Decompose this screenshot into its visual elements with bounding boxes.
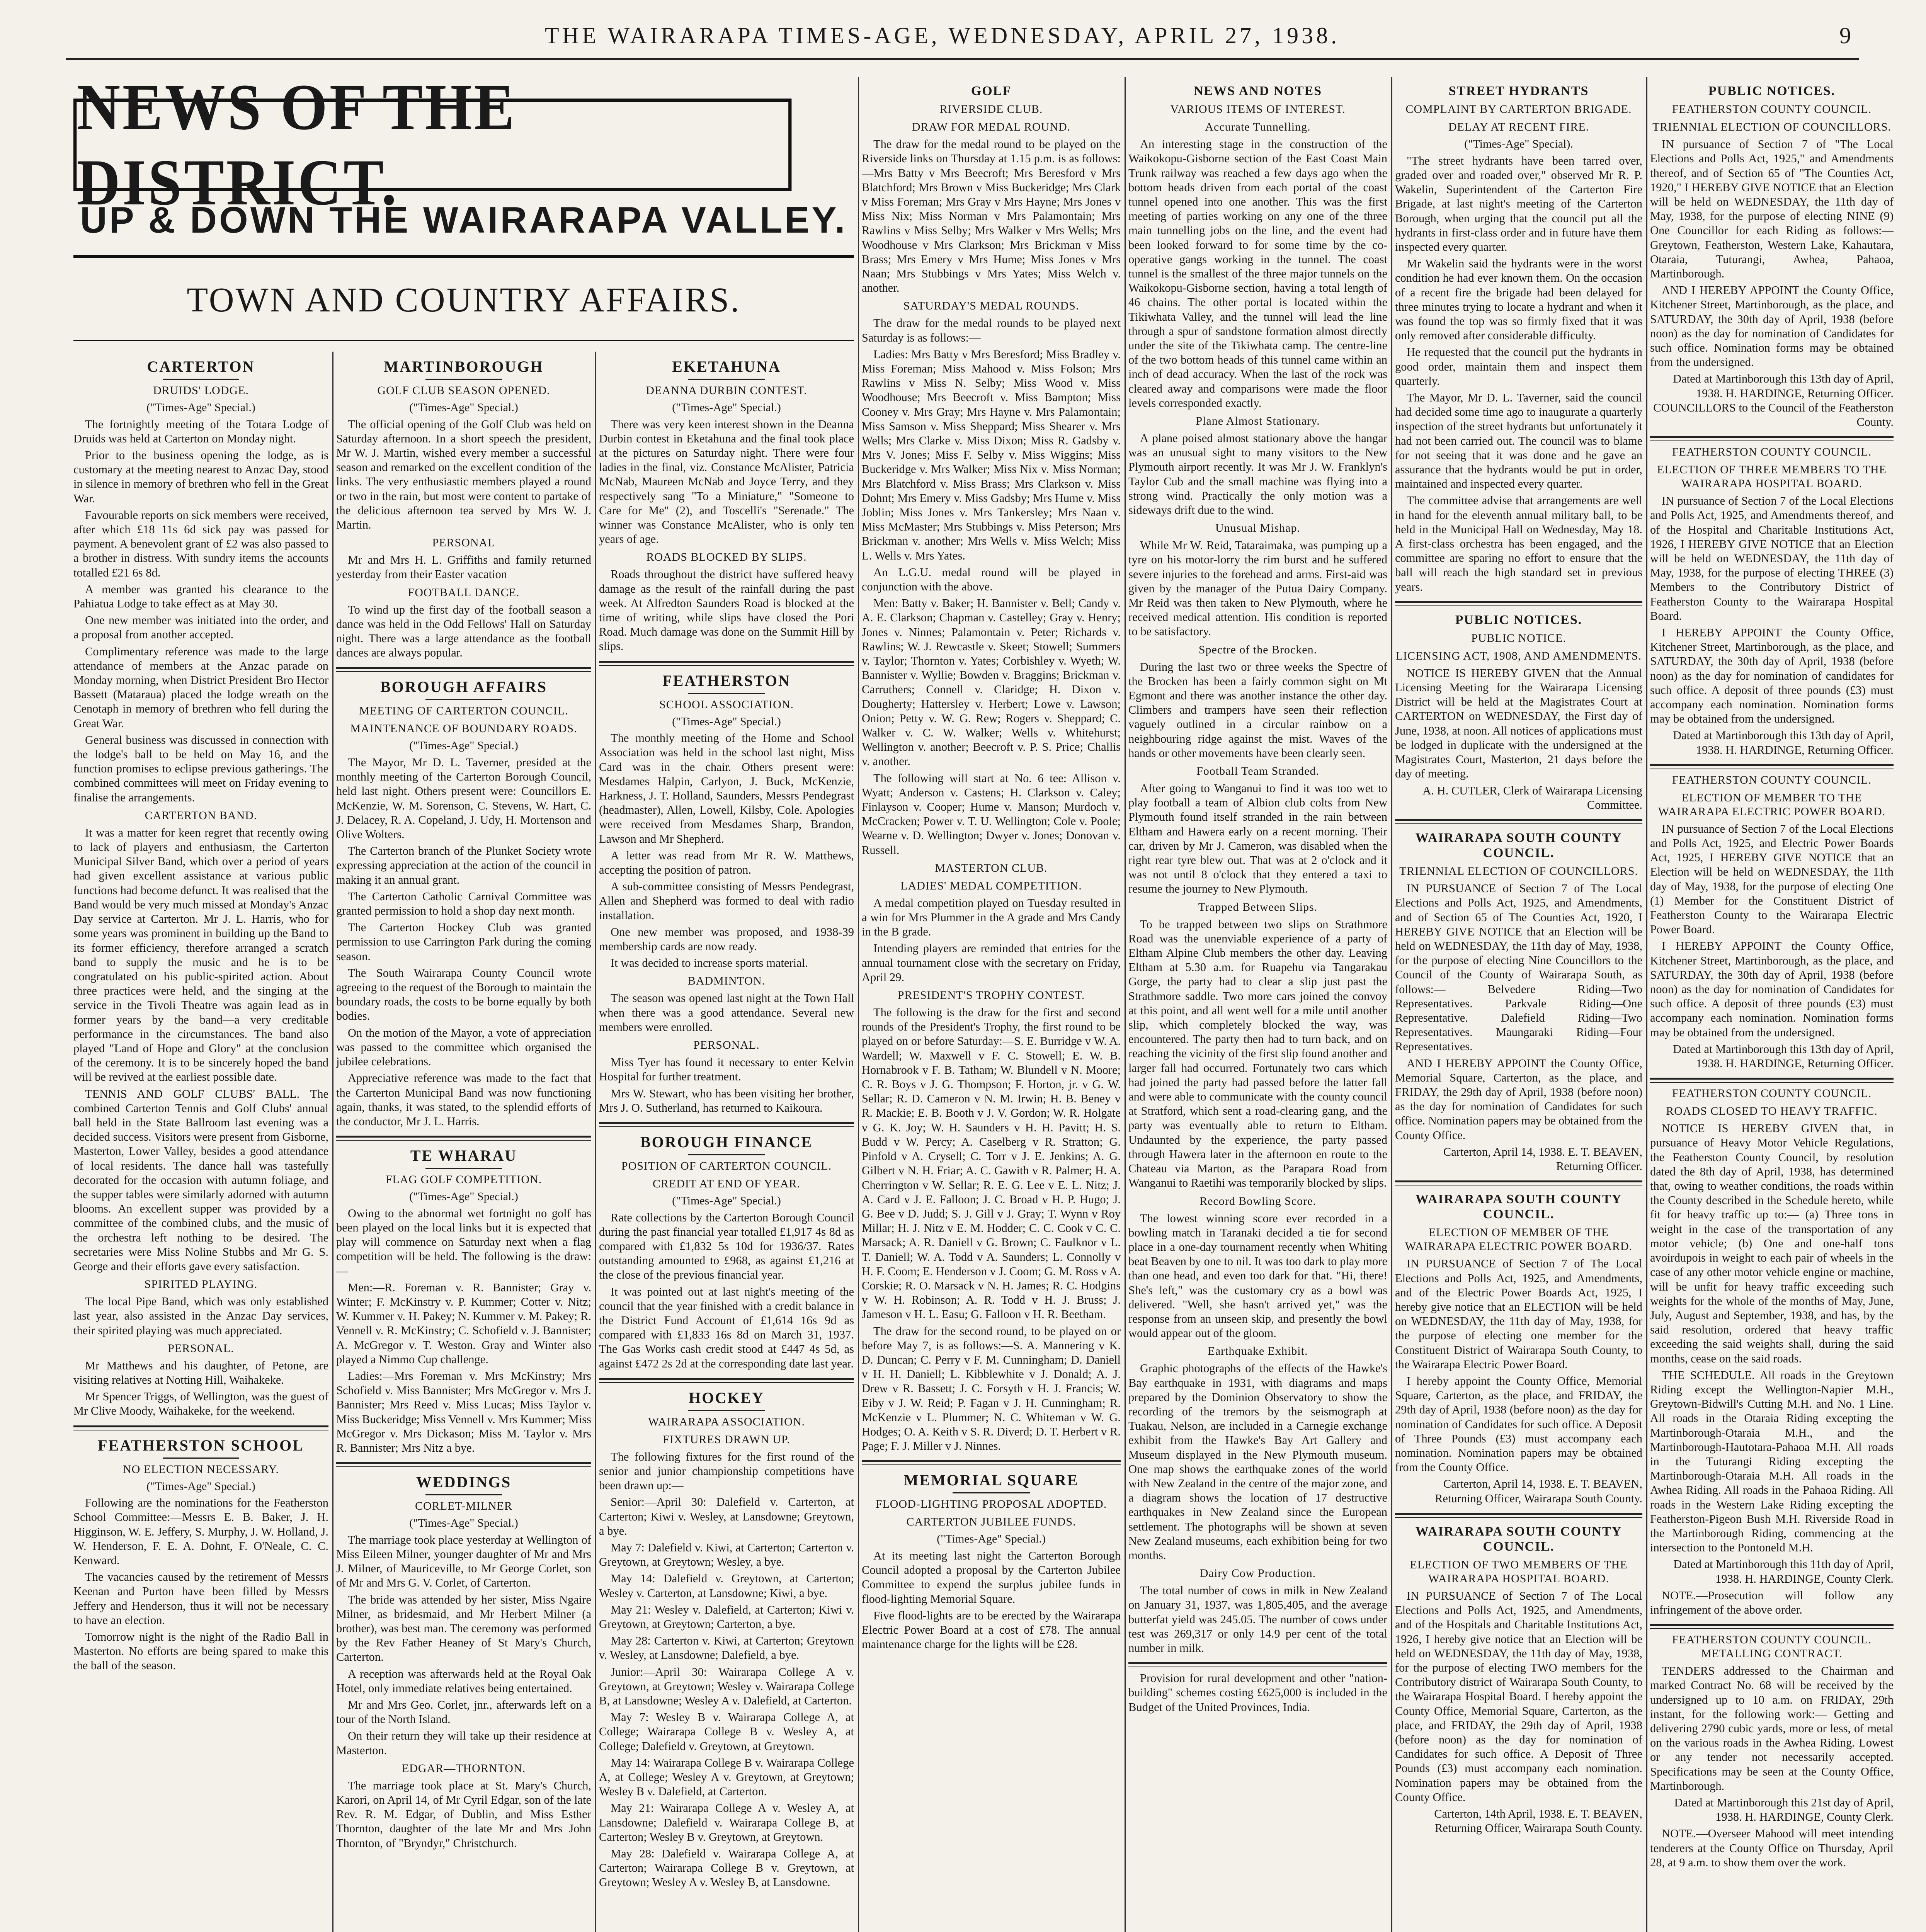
article-paragraph: THE SCHEDULE. All roads in the Greytown Riding except the Wellington-Napier M.H., Greytown-Bidwill's Cutting M.H. and No. 1 Line. All roads in the Otaraia Riding excepting the Martinborough-Otaraia M.H., and the Martinborough-Hautotara-Pahaoa M.H. All roads in the Tuturangi Riding excepting the Martinborough-Otaraia M.H. All roads in the Awhea Riding. All roads in the Pahaoa Riding. All roads in the Western Lake Riding excepting the Featherston-Pigeon Bush M.H. Riverside Road in the Martinborough Riding, commencing at the intersection to the Pontoneld M.H.: [1650, 1368, 1894, 1554]
article-subhead: GOLF CLUB SEASON OPENED.: [377, 384, 550, 397]
article-paragraph: He requested that the council put the hydrants in good order, maintain them and inspect them quarterly.: [1395, 345, 1642, 388]
article-subhead: ELECTION OF THREE MEMBERS TO THE WAIRARAPA HOSPITAL BOARD.: [1657, 463, 1887, 490]
byline: ("Times-Age" Special.): [409, 739, 518, 752]
article-paragraph: The marriage took place yesterday at Wellington of Miss Eileen Milner, younger daughter of Mr and Mrs J. Milner, of Mauriceville, to Mr George Corlet, son of Mr and Mrs G. V. Corlet, of Carterton.: [336, 1533, 591, 1590]
article-subhead: SPIRITED PLAYING.: [144, 1278, 258, 1291]
section-divider: [599, 1122, 854, 1127]
article-paragraph: A sub-committee consisting of Messrs Pendegrast, Allen and Shepherd was formed to deal with radio installation.: [599, 880, 854, 922]
article-paragraph: The lowest winning score ever recorded in a bowling match in Taranaki decided a tie for second place in a one-day tournament recently when Whiting beat Beaven by one to nil. It was too dark to play more than one head, and even too dark for that. "Hi, there! She's left," was the customary cry as a bowl was delivered. "Well, she hasn't arrived yet," was the response from an unseen skip, and presently the bowl would appear out of the gloom.: [1128, 1211, 1387, 1340]
article-paragraph: Favourable reports on sick members were received, after which £18 11s 6d sick pay was passed for payment. A benevolent grant of £2 was also passed to a brother in distress. With sundry items the accounts totalled £21 6s 8d.: [73, 508, 328, 579]
article-paragraph: The bride was attended by her sister, Miss Ngaire Milner, as bridesmaid, and Mr Herbert Milner (a brother), was best man. The ceremony was performed by the Rev Father Heaney of St Mary's Church, Carterton.: [336, 1593, 591, 1664]
article-paragraph: The vacancies caused by the retirement of Messrs Keenan and Purton have been filled by Messrs Jeffery and Henderson, thus it will not be necessary to have an election.: [73, 1570, 328, 1627]
article-subhead: Unusual Mishap.: [1215, 522, 1300, 535]
article-subhead: WAIRARAPA ASSOCIATION.: [648, 1415, 805, 1428]
headline-rule: [688, 379, 765, 380]
article-paragraph: May 28: Carterton v. Kiwi, at Carterton; Greytown v. Wesley, at Lansdowne; Dalefield, a bye.: [599, 1634, 854, 1662]
article-paragraph: Ladies:—Mrs Foreman v. Mrs McKinstry; Mrs Schofield v. Miss Bannister; Mrs McGregor v. Mrs J. Bannister; Mrs Reed v. Miss Lucas; Miss Taylor v. Miss Buckeridge; Miss Vennell v. Mrs Kummer; Miss McGregor v. Mrs Dickason; Miss M. Taylor v. Mrs R. Bannister; Mrs Nitz a bye.: [336, 1369, 591, 1454]
article-paragraph: TENDERS addressed to the Chairman and marked Contract No. 68 will be received by the undersigned up to 10 a.m. on FRIDAY, 29th instant, for the following work:— Getting and delivering 2790 cubic yards, more or less, of metal on the various roads in the Awhea Riding. Lowest or any tender not necessarily accepted. Specifications may be seen at the County Office, Martinborough.: [1650, 1664, 1894, 1793]
article-subhead: POSITION OF CARTERTON COUNCIL.: [621, 1159, 832, 1172]
article-paragraph: May 28: Dalefield v. Wairarapa College A, at Carterton; Wairarapa College B v. Greytown, at Greytown; Wesley A v. Wesley B, at Lansdowne.: [599, 1847, 854, 1889]
article-subhead: COMPLAINT BY CARTERTON BRIGADE.: [1405, 103, 1632, 116]
headline-rule: [425, 699, 502, 700]
article-subhead: RIVERSIDE CLUB.: [939, 103, 1043, 116]
article-paragraph: On the motion of the Mayor, a vote of appreciation was passed to the committee which organised the jubilee celebrations.: [336, 1026, 591, 1068]
banner-subtitle: UP & DOWN THE WAIRARAPA VALLEY.: [80, 199, 847, 241]
article-paragraph: Appreciative reference was made to the fact that the Carterton Municipal Band was now functioning again, thanks, it was stated, to the splendid efforts of the conductor, Mr J. L. Harris.: [336, 1071, 591, 1128]
banner-rule: [73, 255, 854, 258]
article-paragraph: Men: Batty v. Baker; H. Bannister v. Bell; Candy v. A. E. Clarkson; Chapman v. Castelley; Gray v. Henry; Jones v. Ninnes; Palamontain v. Peter; Richards v. Rawlins; W. J. Rewcastle v. Skeet; Stowell; Summers v. Taylor; Thornton v. Yates; Corbishley v. Wyeth; W. Bannister v. Wyllie; Bowden v. Braggins; Brickman v. Carruthers; Connell v. Claridge; H. Dixon v. Dougherty; Hattersley v. Herbert; Lowe v. Lawson; Onion; Petty v. W. G. Rew; Rogers v. Sheppard; C. Walker v. C. W. Walker; Wells v. Whitehurst; Wellington v. another; Beecroft v. P. S. Price; Challis v. another.: [862, 597, 1121, 768]
article-paragraph: At its meeting last night the Carterton Borough Council adopted a proposal by the Carterton Jubilee Committee to expend the surplus jubilee funds in flood-lighting Memorial Square.: [862, 1549, 1121, 1605]
article-paragraph: May 14: Wairarapa College B v. Wairarapa College A, at College; Wesley A v. Greytown, at Greytown; Wesley B v. Dalefield, at Carterton.: [599, 1756, 854, 1798]
article-headline: WAIRARAPA SOUTH COUNTY COUNCIL.: [1415, 1524, 1622, 1554]
article-paragraph: IN PURSUANCE of Section 7 of The Local Elections and Polls Act, 1925, and Amendments, and of the Hospitals and Charitable Institutions Act, 1926, I hereby give notice that an Election will be held on WEDNESDAY, the 11th day of May, 1938, for the purpose of electing TWO members for the Contributory district of Wairarapa South County, to the Wairarapa Hospital Board. I hereby appoint the County Office, Memorial Square, Carterton, as the place, and FRIDAY, the 29th day of April, 1938 (before noon) as the day for nomination of Candidates for such office. A Deposit of Three Pounds (£3) must accompany each nomination. Nomination papers may be obtained from the County Office.: [1395, 1589, 1642, 1804]
article-paragraph: Rate collections by the Carterton Borough Council during the past financial year totalled £1,917 4s 8d as compared with £1,832 5s 10d for 1936/37. Rates outstanding amounted to £968, as against £1,216 at the close of the previous financial year.: [599, 1211, 854, 1282]
headline-rule: [688, 693, 765, 694]
notice-signature: Dated at Martinborough this 13th day of April, 1938. H. HARDINGE, Returning Officer.: [1673, 1042, 1894, 1070]
article-headline: FEATHERSTON: [662, 672, 791, 689]
article-paragraph: TENNIS AND GOLF CLUBS' BALL. The combined Carterton Tennis and Golf Clubs' annual ball held in the State Ballroom last evening was a decided success. Visitors were present from Gisborne, Masterton, Lower Valley, besides a good attendance of local residents. The dance hall was tastefully decorated for the occasion with autumn foliage, and the supper tables were similarly adorned with autumn blooms. An excellent supper was provided by a committee of the combined clubs, and the music of the orchestra left nothing to be desired. The secretaries were Miss Noline Stubbs and Mr G. S. George and their efforts gave every satisfaction.: [73, 1087, 328, 1273]
article-paragraph: Mrs W. Stewart, who has been visiting her brother, Mrs J. O. Sutherland, has returned to Kaikoura.: [599, 1087, 854, 1114]
article-paragraph: Tomorrow night is the night of the Radio Ball in Masterton. No efforts are being spared to make this the ball of the season.: [73, 1630, 328, 1672]
article-paragraph: A plane poised almost stationary above the hangar was an unusual sight to many visitors to the New Plymouth airport recently. It was Mr J. W. Franklyn's Taylor Cub and the small machine was flying into a strong wind. Practically the only motion was a sideways drift due to the wind.: [1128, 431, 1387, 517]
section-divider: [1650, 764, 1894, 769]
article-subhead: Football Team Stranded.: [1196, 765, 1319, 778]
article-paragraph: Complimentary reference was made to the large attendance of members at the Anzac parade on Monday morning, when District President Bro Hector Bassett (Mataraua) placed the lodge wreath on the Cenotaph in memory of brethren who fell during the Great War.: [73, 645, 328, 730]
banner-title: NEWS OF THE DISTRICT.: [73, 99, 791, 191]
article-paragraph: The draw for the medal rounds to be played next Saturday is as follows:—: [862, 316, 1121, 344]
article-headline: WAIRARAPA SOUTH COUNTY COUNCIL.: [1415, 830, 1622, 860]
article-paragraph: I HEREBY APPOINT the County Office, Kitchener Street, Martinborough, as the place, and SATURDAY, the 30th day of April, 1938 (before noon) as the day for nomination of Candidates for such office. A deposit of three pounds (£3) must accompany each nomination. Nomination forms may be obtained from the undersigned.: [1650, 939, 1894, 1039]
article-paragraph: NOTE.—Prosecution will follow any infringement of the above order.: [1650, 1588, 1894, 1616]
article-paragraph: It was a matter for keen regret that recently owing to lack of players and enthusiasm, the Carterton Municipal Silver Band, which over a period of years had given excellent assistance at various public functions had become defunct. It was realised that the Band would be very much missed at Monday's Anzac Day service at Carterton. Mr J. L. Harris, who for some years was prominent in building up the Band to its former efficiency, therefore arranged a scratch band to supply the music and he is to be congratulated on his public-spirited action. About three practices were held, and the singing at the service in the Tivoli Theatre was again lead as in former years by the band—a very creditable performance in the circumstances. The band also played "Land of Hope and Glory" at the conclusion of the ceremony. It is to be sincerely hoped the band will be revived at the earliest possible date.: [73, 826, 328, 1084]
article-paragraph: Graphic photographs of the effects of the Hawke's Bay earthquake in 1931, with diagrams and maps prepared by the Dominion Observatory to show the recording of the tremors by the seismograph at Tuakau, Nelson, are included in a Carnegie exchange exhibit from the Hawke's Bay Art Gallery and Museum displayed in the New Plymouth museum. One map shows the earthquake zones of the world with New Zealand in the centre of the major zone, and a diagram shows the location of 17 destructive earthquakes in New Zealand since the European settlement. The photographs will be shown at seven New Zealand museums, each exhibition being for two months.: [1128, 1362, 1387, 1562]
article-subhead: Plane Almost Stationary.: [1196, 414, 1320, 427]
article-subhead: FLOOD-LIGHTING PROPOSAL ADOPTED.: [875, 1498, 1107, 1511]
article-headline: WEDDINGS: [416, 1473, 512, 1491]
byline: ("Times-Age" Special.): [409, 1190, 518, 1203]
article-subhead: PRESIDENT'S TROPHY CONTEST.: [897, 989, 1085, 1002]
article-subhead: DELAY AT RECENT FIRE.: [1448, 121, 1589, 134]
article-subhead: DRUIDS' LODGE.: [153, 384, 249, 397]
article-paragraph: One new member was initiated into the order, and a proposal from another accepted.: [73, 614, 328, 641]
article-headline: PUBLIC NOTICES.: [1455, 612, 1582, 627]
column-7: [1650, 77, 1894, 1932]
article-paragraph: Junior:—April 30: Wairarapa College A v. Greytown, at Greytown; Wesley v. Wairarapa College B, at Lansdowne; Wesley A v. Dalefield, at Carterton.: [599, 1665, 854, 1707]
article-paragraph: May 14: Dalefield v. Greytown, at Carterton; Wesley v. Carterton, at Lansdowne; Kiwi, a bye.: [599, 1572, 854, 1600]
article-paragraph: The Carterton branch of the Plunket Society wrote expressing appreciation at the action of the council in making it an annual grant.: [336, 844, 591, 886]
headline-rule: [688, 1154, 765, 1155]
column-3: [599, 352, 854, 1932]
byline: ("Times-Age" Special.): [146, 1480, 255, 1493]
article-subhead: FEATHERSTON COUNTY COUNCIL.: [1672, 773, 1872, 786]
article-paragraph: The Mayor, Mr D. L. Taverner, said the council had decided some time ago to inaugurate a quarterly inspection of the street hydrants but unfortunately it had not been carried out. The council was to blame for not seeing that it was done and he gave an assurance that the hydrants would be put in order, maintained and inspected every quarter.: [1395, 391, 1642, 491]
column-6: [1395, 77, 1642, 1932]
headline-rule: [425, 1494, 502, 1495]
article-subhead: SATURDAY'S MEDAL ROUNDS.: [903, 299, 1079, 313]
article-paragraph: May 21: Wesley v. Dalefield, at Carterton; Kiwi v. Greytown, at Greytown; Carterton, a bye.: [599, 1603, 854, 1631]
article-headline: BOROUGH AFFAIRS: [380, 678, 548, 696]
article-paragraph: Following are the nominations for the Featherston School Committee:—Messrs E. B. Baker, J. H. Higginson, W. E. Jeffery, S. Murphy, J. W. Holland, J. W. Henderson, F. E. A. Dohnt, F. O'Neale, C. C. Kenward.: [73, 1496, 328, 1567]
article-subhead: ROADS BLOCKED BY SLIPS.: [646, 551, 807, 564]
article-subhead: Trapped Between Slips.: [1198, 900, 1318, 913]
byline: ("Times-Age" Special.): [146, 401, 255, 414]
column-rule: [332, 352, 333, 1932]
notice-signature: Dated at Martinborough this 13th day of April, 1938. H. HARDINGE, Returning Officer.: [1673, 729, 1894, 757]
article-headline: BOROUGH FINANCE: [640, 1133, 813, 1151]
notice-signature: A. H. CUTLER, Clerk of Wairarapa Licensing Committee.: [1422, 784, 1642, 811]
article-paragraph: The committee advise that arrangements are well in hand for the eleventh annual military ball, to be held in the Municipal Hall on Wednesday, May 18. A first-class orchestra has been engaged, and the committee are sparing no effort to ensure that the ball will reach the high standard set in previous years.: [1395, 494, 1642, 594]
article-headline: EKETAHUNA: [672, 358, 781, 375]
article-paragraph: Mr Wakelin said the hydrants were in the worst condition he had ever known them. On the occasion of a recent fire the brigade had been delayed for three minutes trying to locate a hydrant and when it was found the top was so firmly fixed that it was only removed after considerable difficulty.: [1395, 257, 1642, 342]
article-headline: WAIRARAPA SOUTH COUNTY COUNCIL.: [1415, 1192, 1622, 1222]
page-number: 9: [1839, 23, 1851, 48]
byline: ("Times-Age" Special).: [1464, 138, 1573, 151]
article-paragraph: Mr Matthews and his daughter, of Petone, are visiting relatives at Notting Hill, Waihakeke.: [73, 1359, 328, 1386]
article-paragraph: Provision for rural development and other "nation-building" schemes costing £625,000 is included in the Budget of the United Provinces, India.: [1128, 1672, 1387, 1714]
article-subhead: TRIENNIAL ELECTION OF COUNCILLORS.: [1652, 121, 1891, 134]
article-subhead: FOOTBALL DANCE.: [408, 586, 520, 599]
section-divider: [1128, 1662, 1387, 1667]
article-headline: GOLF: [971, 84, 1012, 98]
article-paragraph: A reception was afterwards held at the Royal Oak Hotel, only immediate relatives being entertained.: [336, 1667, 591, 1695]
column-rule: [858, 77, 859, 1932]
article-paragraph: Five flood-lights are to be erected by the Wairarapa Electric Power Board at a cost of £78. The annual maintenance charge for the lights will be £28.: [862, 1609, 1121, 1651]
article-paragraph: General business was discussed in connection with the lodge's ball to be held on May 16, and the function promises to eclipse previous gatherings. The combined committees will meet on Friday evening to finalise the arrangements.: [73, 733, 328, 804]
article-paragraph: On their return they will take up their residence at Masterton.: [336, 1729, 591, 1757]
article-subhead: ROADS CLOSED TO HEAVY TRAFFIC.: [1666, 1105, 1878, 1118]
article-paragraph: Mr and Mrs Geo. Corlet, jnr., afterwards left on a tour of the North Island.: [336, 1698, 591, 1726]
article-paragraph: IN PURSUANCE of Section 7 of The Local Elections and Polls Act, 1925, and Amendments, and of Section 65 of The Counties Act, 1920, I HEREBY GIVE NOTICE that an Election will be held on WEDNESDAY, the 11th day of May, 1938, for the purpose of electing Nine Councillors to the Council of the County of Wairarapa South, as follows:— Belvedere Riding—Two Representatives. Parkvale Riding—One Representative. Dalefield Riding—Two Representatives. Maungaraki Riding—Four Representatives.: [1395, 882, 1642, 1053]
article-paragraph: Senior:—April 30: Dalefield v. Carterton, at Carterton; Kiwi v. Wesley, at Lansdowne; Greytown, a bye.: [599, 1495, 854, 1537]
headline-rule: [163, 1458, 239, 1459]
byline: ("Times-Age" Special.): [937, 1532, 1046, 1546]
article-subhead: VARIOUS ITEMS OF INTEREST.: [1170, 103, 1346, 116]
article-paragraph: IN pursuance of Section 7 of the Local Elections and Polls Act, 1925, and Electric Power Boards Act, 1925, I HEREBY GIVE NOTICE that an Election will be held on WEDNESDAY, the 11th day of May, 1938, for the purpose of electing One (1) Member for the Constituent District of Featherston County to the Wairarapa Electric Power Board.: [1650, 822, 1894, 936]
article-subhead: PERSONAL.: [168, 1342, 234, 1355]
article-subhead: CORLET-MILNER: [415, 1500, 512, 1513]
byline: ("Times-Age" Special.): [409, 1517, 518, 1530]
article-subhead: Earthquake Exhibit.: [1208, 1345, 1308, 1358]
article-subhead: DEANNA DURBIN CONTEST.: [646, 384, 807, 397]
article-paragraph: The season was opened last night at the Town Hall when there was a good attendance. Several new members were enrolled.: [599, 992, 854, 1034]
article-paragraph: A letter was read from Mr R. W. Matthews, accepting the position of patron.: [599, 849, 854, 877]
article-paragraph: A medal competition played on Tuesday resulted in a win for Mrs Plummer in the A grade and Mrs Candy in the B grade.: [862, 896, 1121, 939]
article-paragraph: The official opening of the Golf Club was held on Saturday afternoon. In a short speech the president, Mr W. J. Martin, wished every member a successful season and remarked on the excellent condition of the links. The very enthusiastic members played a round or two in the rain, but most were content to partake of the delicious afternoon tea served by Mrs W. J. Martin.: [336, 417, 591, 532]
notice-signature: Dated at Martinborough this 13th day of April, 1938. H. HARDINGE, Returning Officer. COUNCILLORS to the Council of the Featherston County.: [1653, 372, 1894, 429]
article-paragraph: Owing to the abnormal wet fortnight no golf has been played on the local links but it is expected that play will commence on Saturday next when a flag competition will be held. The following is the draw:—: [336, 1206, 591, 1277]
article-paragraph: Intending players are reminded that entries for the annual tournament close with the secretary on Friday, April 29.: [862, 942, 1121, 984]
article-paragraph: While Mr W. Reid, Tataraimaka, was pumping up a tyre on his motor-lorry the rim burst and he suffered severe injuries to the forehead and arms. First-aid was given by the manager of the Putua Dairy Company. Mr Reid was then taken to New Plymouth, where he received medical attention. His condition is reported to be satisfactory.: [1128, 539, 1387, 638]
article-subhead: TRIENNIAL ELECTION OF COUNCILLORS.: [1399, 865, 1638, 878]
article-headline: CARTERTON: [147, 358, 255, 375]
notice-signature: Dated at Martinborough this 11th day of April, 1938. H. HARDINGE, County Clerk.: [1673, 1558, 1894, 1585]
section-divider: [1650, 1624, 1894, 1629]
article-subhead: MASTERTON CLUB.: [935, 861, 1048, 874]
article-headline: NEWS AND NOTES: [1193, 84, 1322, 98]
article-paragraph: May 7: Wesley B v. Wairarapa College A, at College; Wairarapa College B v. Wesley A, at College; Dalefield v. Greytown, at Greytown.: [599, 1711, 854, 1753]
article-paragraph: The local Pipe Band, which was only established last year, also assisted in the Anzac Day services, their spirited playing was much appreciated.: [73, 1295, 328, 1337]
article-headline: PUBLIC NOTICES.: [1708, 84, 1836, 98]
notice-signature: Carterton, April 14, 1938. E. T. BEAVEN, Returning Officer.: [1443, 1145, 1642, 1173]
article-paragraph: It was decided to increase sports material.: [611, 956, 808, 970]
column-1: [73, 352, 328, 1932]
byline: ("Times-Age" Special.): [672, 1194, 781, 1207]
article-paragraph: The draw for the medal round to be played on the Riverside links on Thursday at 1.15 p.m. is as follows:—Mrs Batty v Mrs Beecroft; Mrs Beresford v Mrs Blatchford; Mrs Brown v Miss Buckeridge; Mrs Clark v Miss Foreman; Mrs Gray v Mrs Hayne; Mrs Jones v Miss Nix; Miss Norman v Mrs Palamontain; Mrs Rawlins v Miss Selby; Mrs Walker v Mrs Wells; Mrs Woodhouse v Mrs Clarkson; Mrs Brickman v Miss Brass; Mrs Emery v Mrs Hume; Miss Jones v Mrs Naan; Mrs Stubbings v Mrs Yates; Miss Welch v. another.: [862, 138, 1121, 295]
article-paragraph: The marriage took place at St. Mary's Church, Karori, on April 14, of Mr Cyril Edgar, son of the late Rev. R. M. Edgar, of Dublin, and Miss Esther Thornton, daughter of the late Mr and Mrs John Thornton, of "Bryndyr," Christchurch.: [336, 1779, 591, 1850]
article-headline: STREET HYDRANTS: [1448, 84, 1589, 98]
article-subhead: MEETING OF CARTERTON COUNCIL.: [359, 704, 568, 718]
byline: ("Times-Age" Special.): [672, 401, 781, 414]
article-subhead: PUBLIC NOTICE.: [1471, 631, 1566, 645]
article-subhead: FLAG GOLF COMPETITION.: [385, 1173, 542, 1186]
article-subhead: FEATHERSTON COUNTY COUNCIL. METALLING CONTRACT.: [1672, 1633, 1872, 1660]
article-subhead: FEATHERSTON COUNTY COUNCIL.: [1672, 1087, 1872, 1100]
article-paragraph: IN pursuance of Section 7 of the Local Elections and Polls Act, 1925, and Amendments thereof, and of the Hospital and Charitable Institutions Act, 1926, I HEREBY GIVE NOTICE that an Election will be held on WEDNESDAY, the 11th day of May, 1938, for the purpose of electing THREE (3) Members to the Contributory District of Featherston County to the Wairarapa Hospital Board.: [1650, 494, 1894, 622]
article-subhead: LADIES' MEDAL COMPETITION.: [900, 879, 1082, 892]
article-subhead: ELECTION OF MEMBER TO THE WAIRARAPA ELECTRIC POWER BOARD.: [1658, 791, 1886, 818]
article-paragraph: An L.G.U. medal round will be played in conjunction with the above.: [862, 565, 1121, 593]
article-subhead: SCHOOL ASSOCIATION.: [659, 698, 794, 711]
notice-signature: Carterton, 14th April, 1938. E. T. BEAVEN, Returning Officer, Wairarapa South County.: [1434, 1807, 1642, 1835]
article-subhead: CREDIT AT END OF YEAR.: [652, 1177, 801, 1190]
article-paragraph: The following is the draw for the first and second rounds of the President's Trophy, the first round to be played on or before Saturday:—S. E. Burridge v W. A. Wardell; W. Maxwell v F. C. Stowell; E. W. B. Hornabrook v F. B. Tatham; W. Blundell v N. Moore; C. R. Boys v J. G. Thompson; F. Horton, jr. v G. W. Sellar; R. D. Cameron v N. M. Irwin; H. B. Beney v R. Mackie; E. B. Booth v J. V. Gordon; W. R. Holgate v G. K. Joy; W. H. Saunders v H. H. Pavitt; H. S. Budd v W. Percy; A. Caselberg v R. Stratton; G. Pinfold v A. Crysell; C. Torr v J. E. Jenkins; A. G. Gilbert v N. H. Friar; A. C. Gawith v R. Palmer; H. A. Cherrington v W. Sellar; R. E. G. Lee v E. L. Nitz; J. A. Card v J. E. Falloon; J. C. Broad v H. P. Hugo; J. G. Bee v D. Judd; S. J. Gill v J. Gray; T. Wynn v Roy Millar; H. J. Nitz v E. M. Hodder; C. C. Cook v C. C. Marsack; A. R. Daniell v G. Brown; C. Faulknor v L. T. Daniell; W. A. Todd v A. Saunders; L. Connolly v H. F. Coom; E. Henderson v J. Coom; G. M. Ross v A. Corskie; R. O. Marsack v N. H. James; R. C. Hodgins v W. H. Robinson; A. R. Todd v H. J. Bruss; J. Jameson v H. L. Easu; G. Falloon v H. R. Beetham.: [862, 1006, 1121, 1321]
article-subhead: Dairy Cow Production.: [1199, 1567, 1316, 1580]
article-paragraph: IN pursuance of Section 7 of "The Local Elections and Polls Act, 1925," and Amendments thereof, and of Section 65 of "The Counties Act, 1920," I HEREBY GIVE NOTICE that an Election will be held on WEDNESDAY, the 11th day of May, 1938, for the purpose of electing NINE (9) One Councillor for each Riding as follows:— Greytown, Featherston, Western Lake, Kahautara, Otaraia, Tuturangi, Awhea, Pahaoa, Martinborough.: [1650, 138, 1894, 280]
article-subhead: FEATHERSTON COUNTY COUNCIL.: [1672, 446, 1872, 459]
column-rule: [1646, 77, 1647, 1932]
article-paragraph: The following will start at No. 6 tee: Allison v. Wyatt; Anderson v. Castens; H. Clarkson v. Caley; Finlayson v. Cooper; Hume v. Manson; Murdoch v. McCracken; Power v. T. U. Wellington; Cole v. Poole; Wearne v. D. Wellington; Dwyer v. Jones; Donovan v. Russell.: [862, 771, 1121, 857]
paper-dateline: THE WAIRARAPA TIMES-AGE, WEDNESDAY, APRIL 27, 1938.: [545, 23, 1340, 48]
article-paragraph: NOTE.—Overseer Mahood will meet intending tenderers at the County Office on Thursday, April 28, at 9 a.m. to show them over the work.: [1650, 1827, 1894, 1869]
article-paragraph: NOTICE IS HEREBY GIVEN that, in pursuance of Heavy Motor Vehicle Regulations, the Featherston County Council, by resolution dated the 8th day of April, 1938, has determined that, owing to weather conditions, the roads within the County described in the Schedule hereto, while fit for heavy traffic up to:— (a) Three tons in weight in the case of the transportation of any motor vehicle; (b) One and one-half tons avoirdupois in weight to each pair of wheels in the case of any other motor vehicle engine or machine, will be unfit for heavy traffic exceeding such weights for the whole of the months of May, June, July, August and September, 1938, and has, by the said resolution, ordered that heavy traffic exceeding the said weights shall, during the said months, cease on the said roads.: [1650, 1122, 1894, 1365]
article-paragraph: The fortnightly meeting of the Totara Lodge of Druids was held at Carterton on Monday night.: [73, 417, 328, 445]
column-5: [1128, 77, 1387, 1932]
article-paragraph: The draw for the second round, to be played on or before May 7, is as follows:—S. A. Mannering v K. D. Duncan; C. Perry v F. M. Cunningham; D. Daniell v H. H. Daniell; L. Kibblewhite v J. Donald; A. J. Drew v R. Bassett; J. C. Forsyth v H. J. Francis; W. Eiby v J. W. Reid; P. Fagan v J. H. Cunningham; R. McKenzie v L. Plummer; N. C. Whiteman v W. G. Hodges; O. A. Keith v S. R. Diverd; D. T. Herbert v R. Page; F. J. Miller v J. Ninnes.: [862, 1324, 1121, 1453]
article-paragraph: May 21: Wairarapa College A v. Wesley A, at Lansdowne; Dalefield v. Wairarapa College B, at Carterton; Wesley B v. Greytown, at Greytown.: [599, 1801, 854, 1844]
section-divider: [1650, 436, 1894, 441]
masthead: [66, 15, 1859, 60]
article-paragraph: One new member was proposed, and 1938-39 membership cards are now ready.: [599, 925, 854, 953]
article-paragraph: It was pointed out at last night's meeting of the council that the year finished with a credit balance in the District Fund Account of £1,614 16s 9d as compared with £1,833 16s 8d on March 31, 1937. The Gas Works cash credit stood at £447 4s 5d, as against £472 2s 2d at the corresponding date last year.: [599, 1285, 854, 1370]
section-divider: [336, 667, 591, 672]
section-divider: [336, 1462, 591, 1467]
article-paragraph: "The street hydrants have been tarred over, graded over and roaded over," observed Mr R. P. Wakelin, Superintendent of the Carterton Fire Brigade, at last night's meeting of the Carterton Borough, when urging that the council put all the hydrants in first-class order and in future have them inspected every quarter.: [1395, 154, 1642, 253]
headline-rule: [163, 379, 239, 380]
article-subhead: FIXTURES DRAWN UP.: [663, 1433, 790, 1446]
article-paragraph: The South Wairarapa County Council wrote agreeing to the request of the Borough to maintain the boundary roads, the costs to be borne equally by both bodies.: [336, 966, 591, 1023]
article-paragraph: After going to Wanganui to find it was too wet to play football a team of Albion club colts from New Plymouth found itself stranded in the rain between Eltham and Hawera early on a recent morning. Their car, driven by Mr J. Cameron, was disabled when the right rear tyre blew out. That was at 2 o'clock and it was not until 8 o'clock that they entered a taxi to resume the journey to New Plymouth.: [1128, 782, 1387, 896]
byline: ("Times-Age" Special.): [672, 715, 781, 728]
article-paragraph: I HEREBY APPOINT the County Office, Kitchener Street, Martinborough, as the place, and SATURDAY, the 30th day of April, 1938 (before noon) as the day for nomination of candidates for such office. A deposit of three pounds (£3) must accompany each nomination. Nomination forms may be obtained from the undersigned.: [1650, 626, 1894, 726]
column-rule: [595, 352, 596, 1932]
column-4: [862, 77, 1121, 1932]
headline-rule: [953, 1492, 1030, 1493]
notice-signature: Carterton, April 14, 1938. E. T. BEAVEN, Returning Officer, Wairarapa South County.: [1434, 1477, 1642, 1505]
article-paragraph: May 7: Dalefield v. Kiwi, at Carterton; Carterton v. Greytown, at Greytown; Wesley, a bye.: [599, 1541, 854, 1569]
article-headline: MARTINBOROUGH: [384, 358, 544, 375]
section-divider: [599, 661, 854, 666]
article-headline: TE WHARAU: [410, 1147, 517, 1165]
article-paragraph: NOTICE IS HEREBY GIVEN that the Annual Licensing Meeting for the Wairarapa Licensing District will be held at the Magistrates Court at CARTERTON on WEDNESDAY, the First day of June, 1938, at noon. All notices of applications must be lodged in duplicate with the undersigned at the Magistrates Court, Masterton, 21 days before the day of meeting.: [1395, 666, 1642, 781]
article-paragraph: During the last two or three weeks the Spectre of the Brocken has been a fairly common sight on Mt Egmont and there was another instance the other day. Climbers and trampers have seen their reflection vaguely outlined in a circular rainbow on a neighbouring ridge against the mist. Waves of the hands or other movements have been clearly seen.: [1128, 660, 1387, 760]
article-subhead: ELECTION OF MEMBER OF THE WAIRARAPA ELECTRIC POWER BOARD.: [1405, 1226, 1633, 1253]
article-paragraph: There was very keen interest shown in the Deanna Durbin contest in Eketahuna and the final took place at the pictures on Saturday night. There were four ladies in the final, viz. Constance McAlister, Patricia McNab, Maureen McNab and Joyce Terry, and they respectively sang "To a Miniature," "Someone to Care for Me" (2), and Toscelli's "Serenade." The winner was Constance McAlister, who is only ten years of age.: [599, 417, 854, 546]
article-subhead: CARTERTON JUBILEE FUNDS.: [906, 1515, 1076, 1529]
section-divider: [336, 1136, 591, 1141]
section-divider: [862, 1460, 1121, 1465]
article-subhead: Spectre of the Brocken.: [1198, 643, 1317, 656]
article-subhead: ELECTION OF TWO MEMBERS OF THE WAIRARAPA HOSPITAL BOARD.: [1410, 1558, 1628, 1585]
article-subhead: DRAW FOR MEDAL ROUND.: [912, 121, 1071, 134]
article-headline: MEMORIAL SQUARE: [903, 1471, 1079, 1489]
section-divider: [1650, 1078, 1894, 1083]
article-subhead: PERSONAL: [432, 536, 495, 549]
article-subhead: Record Bowling Score.: [1199, 1194, 1316, 1208]
article-paragraph: Ladies: Mrs Batty v Mrs Beresford; Miss Bradley v. Miss Foreman; Miss Mahood v. Miss Folson; Mrs Rawlins v Miss N. Selby; Miss Wood v. Miss Woodhouse; Mrs Beecroft v. Miss Bampton; Miss Cooney v. Mrs Gray; Mrs Hayne v. Mrs Palamontain; Miss Samson v. Miss Sheppard; Miss Shearer v. Mrs Wells; Mrs Clarke v. Miss Dixon; Miss R. Gadsby v. Mrs V. Jones; Miss F. Selby v. Miss Wiggins; Miss Buckeridge v. Mrs Walker; Miss Nix v. Miss Norman; Mrs Blatchford v. Miss Brass; Mrs Clarkson v. Miss Dohnt; Mrs Emery v. Miss Gadsby; Mrs Hume v. Miss Joblin; Miss Jones v. Mrs Tankersley; Mrs Naan v. Miss McMaster; Mrs Stubbings v. Miss Peterson; Mrs Brickman v. another; Mrs Wells v. Miss Welch; Miss L. Wells v. Mrs Yates.: [862, 347, 1121, 562]
article-subhead: LICENSING ACT, 1908, AND AMENDMENTS.: [1395, 649, 1642, 662]
article-paragraph: The Carterton Catholic Carnival Committee was granted permission to hold a shop day next month.: [336, 889, 591, 918]
headline-rule: [688, 1410, 765, 1411]
article-paragraph: I hereby appoint the County Office, Memorial Square, Carterton, as the place, and FRIDAY, the 29th day of April, 1938 (before noon) as the day for nomination of Candidates for such office. A Deposit of Three Pounds (£3) must accompany each nomination. Nomination papers may be obtained from the County Office.: [1395, 1374, 1642, 1474]
article-subhead: PERSONAL.: [693, 1039, 760, 1052]
article-paragraph: Mr Spencer Triggs, of Wellington, was the guest of Mr Clive Moody, Waihakeke, for the weekend.: [73, 1390, 328, 1418]
article-paragraph: AND I HEREBY APPOINT the County Office, Kitchener Street, Martinborough, as the place, and SATURDAY, the 30th day of April, 1938 (before noon) as the day for nomination of Candidates for such office. Nomination forms may be obtained from the undersigned.: [1650, 284, 1894, 369]
section-heading: TOWN AND COUNTRY AFFAIRS.: [187, 281, 741, 319]
section-divider: [1395, 1180, 1642, 1185]
article-subhead: MAINTENANCE OF BOUNDARY ROADS.: [350, 722, 577, 735]
article-paragraph: Men:—R. Foreman v. R. Bannister; Gray v. Winter; F. McKinstry v. P. Kummer; Cotter v. Nitz; W. Kummer v. H. Pakey; N. Kummer v. M. Pakey; R. Vennell v. R. McKinstry; C. Schofield v. J. Bannister; A. McGregor v. T. Weston. Gray and Winter also played a Nimmo Cup challenge.: [336, 1281, 591, 1366]
article-paragraph: The monthly meeting of the Home and School Association was held in the school last night, Miss Card was in the chair. Others present were: Mesdames Halpin, Carlyon, J. Buck, McKenzie, Harkness, J. T. Holland, Saunders, Messrs Pendegrast (headmaster), Allen, Lowell, Kilsby, Cole. Apologies were received from Mesdames Sharp, Brandon, Lawson and Mr Shepherd.: [599, 731, 854, 845]
article-paragraph: An interesting stage in the construction of the Waikokopu-Gisborne section of the East Coast Main Trunk railway was reached a few days ago when the bottom heads driven from each portal of the coast tunnel opened into one another. This was the first meeting of parties working on any one of the three main tunnelling jobs on the line, and the event had been looked forward to for some time by the co-operative gangs working in the tunnel. The coast tunnel is the smallest of the three major tunnels on the Waikokopu-Gisborne section, having a total length of 46 chains. The other portal is located within the Tikiwhata Valley, and the tunnel will lead the line through a spur of sandstone formation almost directly under the site of the Tikiwhata camp. The centre-line of the two bottom heads of this tunnel came within an inch of dead accuracy. When the last of the rock was cleared away and comparisons were made the floor levels corresponded exactly.: [1128, 138, 1387, 410]
article-paragraph: To wind up the first day of the football season a dance was held in the Odd Fellows' Hall on Saturday night. There was a large attendance as the football dances are always popular.: [336, 603, 591, 660]
article-headline: FEATHERSTON SCHOOL: [98, 1436, 304, 1454]
article-subhead: NO ELECTION NECESSARY.: [123, 1463, 279, 1476]
article-paragraph: The total number of cows in milk in New Zealand on January 31, 1937, was 1,805,405, and the average butterfat yield was 245.05. The number of cows under test was 269,317 or only 14.9 per cent of the total number in milk.: [1128, 1584, 1387, 1655]
article-subhead: CARTERTON BAND.: [145, 809, 257, 822]
byline: ("Times-Age" Special.): [409, 401, 518, 414]
article-paragraph: To be trapped between two slips on Strathmore Road was the unenviable experience of a party of Eltham Alpine Club members the other day. Leaving Eltham at 5.30 a.m. for Ruapehu via Tangarakau Gorge, the party had to clear a slip just past the Strathmore saddle. Two more cars joined the convoy at this point, and all went well for a mile until another slip, which completely blocked the way, was encountered. The party then had to turn back, and on reaching the vicinity of the first slip found another and larger fall had occurred. Fortunately two cars which had joined the party had passed before the latter fall and were able to communicate with the county council at Stratford, which sent a road-clearing gang, and the party was eventually able to return to Eltham. Undaunted by the experience, the party passed through Hawera later in the afternoon en route to the Chateau via Marton, as the Parapara Road from Wanganui to Raetihi was temporarily blocked by slips.: [1128, 917, 1387, 1190]
article-subhead: EDGAR—THORNTON.: [402, 1762, 526, 1775]
article-paragraph: Miss Tyer has found it necessary to enter Kelvin Hospital for further treatment.: [599, 1056, 854, 1083]
article-subhead: FEATHERSTON COUNTY COUNCIL.: [1672, 103, 1872, 116]
column-rule: [1391, 77, 1392, 1932]
article-paragraph: Roads throughout the district have suffered heavy damage as the result of the rainfall during the past week. At Alfredton Saunders Road is blocked at the time of writing, while slips have closed the Pori Road. Much damage was done on the Summit Hill by slips.: [599, 568, 854, 653]
article-paragraph: The Mayor, Mr D. L. Taverner, presided at the monthly meeting of the Carterton Borough Council, held last night. Others present were: Councillors E. McKenzie, W. M. Sorenson, C. Stevens, W. Hart, C. J. Delacey, R. A. Copeland, J. Udy, H. Mortenson and Olive Wolters.: [336, 756, 591, 841]
article-paragraph: Mr and Mrs H. L. Griffiths and family returned yesterday from their Easter vacation: [336, 553, 591, 581]
article-paragraph: The following fixtures for the first round of the senior and junior championship competitions have been drawn up:—: [599, 1450, 854, 1492]
section-divider: [599, 1378, 854, 1383]
section-rule: [73, 340, 854, 341]
article-paragraph: A member was granted his clearance to the Pahiatua Lodge to take effect as at May 30.: [73, 582, 328, 611]
section-divider: [1395, 819, 1642, 824]
article-subhead: Accurate Tunnelling.: [1205, 121, 1311, 134]
article-paragraph: AND I HEREBY APPOINT the County Office, Memorial Square, Carterton, as the place, and FRIDAY, the 29th day of April, 1938 (before noon) as the day for nomination of Candidates for such office. Nomination papers may be obtained from the County Office.: [1395, 1056, 1642, 1142]
article-paragraph: The Carterton Hockey Club was granted permission to use Carrington Park during the coming season.: [336, 921, 591, 963]
column-2: [336, 352, 591, 1932]
section-divider: [1395, 1513, 1642, 1518]
headline-rule: [425, 379, 502, 380]
notice-signature: Dated at Martinborough this 21st day of April, 1938. H. HARDINGE, County Clerk.: [1674, 1796, 1894, 1824]
article-paragraph: Prior to the business opening the lodge, as is customary at the meeting nearest to Anzac Day, stood in silence in memory of brethren who fell in the Great War.: [73, 449, 328, 505]
article-headline: HOCKEY: [689, 1389, 764, 1406]
section-divider: [1395, 601, 1642, 606]
section-divider: [73, 1425, 328, 1430]
article-subhead: BADMINTON.: [687, 975, 766, 988]
column-rule: [1125, 77, 1126, 1932]
article-paragraph: IN PURSUANCE of Section 7 of The Local Elections and Polls Act, 1925, and Amendments, and of the Electric Power Boards Act, 1925, I hereby give notice that an ELECTION will be held on WEDNESDAY, the 11th day of May, 1938, for the purpose of electing one member for the Constituent District of Wairarapa South County, to the Wairarapa Electric Power Board.: [1395, 1257, 1642, 1371]
headline-rule: [425, 1168, 502, 1169]
